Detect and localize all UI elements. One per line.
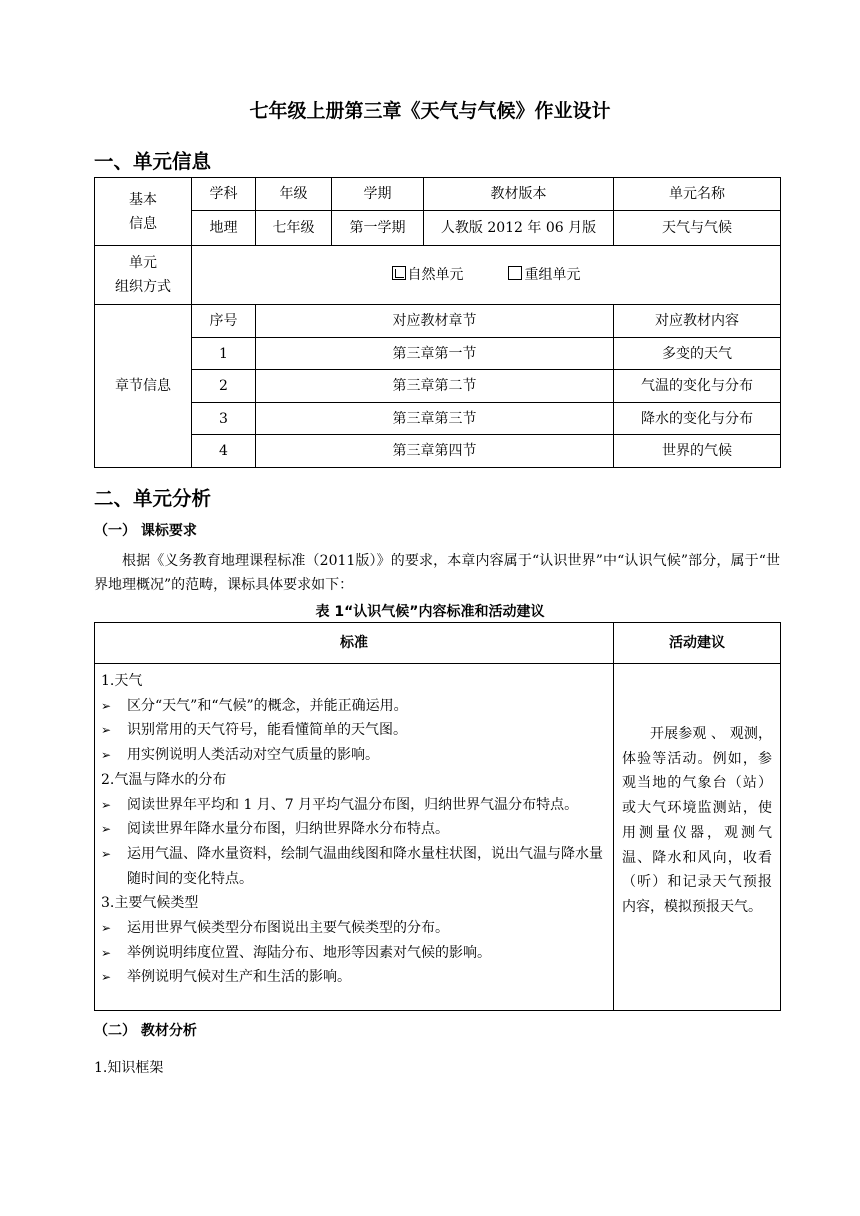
chapter-no: 1 <box>192 338 256 370</box>
unit-info-table <box>94 177 781 468</box>
chapter-no: 4 <box>192 435 256 468</box>
header-textbook: 教材版本 <box>424 178 614 211</box>
value-grade: 七年级 <box>256 211 332 246</box>
chapter-content: 世界的气候 <box>614 435 781 468</box>
arrow-bullet-icon: ➢ <box>101 921 112 936</box>
arrow-bullet-icon: ➢ <box>101 846 112 861</box>
chapter-no: 3 <box>192 403 256 435</box>
empty-box-icon <box>508 266 522 280</box>
value-textbook: 人教版 2012 年 06 月版 <box>424 211 614 246</box>
page-title: 七年级上册第三章《天气与气候》作业设计 <box>249 100 611 122</box>
chapter-content: 气温的变化与分布 <box>614 370 781 403</box>
value-unit-name: 天气与气候 <box>614 211 781 246</box>
header-unit-name: 单元名称 <box>614 178 781 211</box>
activity-text: 开展参观 、 观测，体验等活动。例如，参观当地的气象台（站）或大气环境监测站，使用测量仪器，观测气温、降水和风向，收看（听）和记录天气预报内容，模拟预报天气。 <box>622 726 772 915</box>
org-method-options <box>192 246 781 305</box>
list-item: ➢ 阅读世界年平均和 1 月、7 月平均气温分布图，归纳世界气温分布特点。 <box>101 793 605 818</box>
option-regroup-unit: 重组单元 <box>524 267 581 283</box>
chapter-header-no: 序号 <box>192 305 256 338</box>
header-activity: 活动建议 <box>614 623 781 664</box>
subheading-textbook-analysis: （二） 教材分析 <box>94 1023 197 1039</box>
knowledge-framework-item: 1.知识框架 <box>94 1060 164 1076</box>
section-heading-unit-info: 一、单元信息 <box>94 150 212 173</box>
value-subject: 地理 <box>192 211 256 246</box>
header-grade: 年级 <box>256 178 332 211</box>
section-heading-unit-analysis: 二、单元分析 <box>94 487 212 510</box>
activity-cell <box>614 664 781 1011</box>
list-item: ➢ 运用气温、降水量资料，绘制气温曲线图和降水量柱状图，说出气温与降水量随时间的变化特点。 <box>101 842 605 891</box>
basic-info-label: 基本 信息 <box>95 178 192 246</box>
group-title: 1.天气 <box>101 673 143 689</box>
chapter-info-label: 章节信息 <box>95 305 192 468</box>
list-item: ➢ 运用世界气候类型分布图说出主要气候类型的分布。 <box>101 916 605 941</box>
list-item: ➢ 举例说明气候对生产和生活的影响。 <box>101 965 605 990</box>
chapter-content: 降水的变化与分布 <box>614 403 781 435</box>
list-item: ➢ 阅读世界年降水量分布图，归纳世界降水分布特点。 <box>101 817 605 842</box>
arrow-bullet-icon: ➢ <box>101 797 112 812</box>
table-caption: 表 1“认识气候”内容标准和活动建议 <box>315 604 545 620</box>
chapter-section: 第三章第三节 <box>256 403 614 435</box>
chapter-section: 第三章第四节 <box>256 435 614 468</box>
table-row <box>95 403 781 435</box>
subheading-curriculum: （一） 课标要求 <box>94 523 197 539</box>
value-term: 第一学期 <box>332 211 424 246</box>
arrow-bullet-icon: ➢ <box>101 822 112 837</box>
list-item: ➢ 识别常用的天气符号，能看懂简单的天气图。 <box>101 718 605 743</box>
arrow-bullet-icon: ➢ <box>101 748 112 763</box>
option-natural-unit: 自然单元 <box>407 267 464 283</box>
group-title: 3.主要气候类型 <box>101 895 199 912</box>
header-subject: 学科 <box>192 178 256 211</box>
arrow-bullet-icon: ➢ <box>101 970 112 985</box>
chapter-section: 第三章第二节 <box>256 370 614 403</box>
chapter-section: 第三章第一节 <box>256 338 614 370</box>
intro-paragraph: 根据《义务教育地理课程标准（2011版）》的要求，本章内容属于“认识世界”中“认识气候”部分，属于“世界地理概况”的范畴，课标具体要求如下： <box>94 553 780 593</box>
checked-box-icon <box>392 266 406 280</box>
group-title: 2.气温与降水的分布 <box>101 771 227 788</box>
header-term: 学期 <box>332 178 424 211</box>
chapter-header-section: 对应教材章节 <box>256 305 614 338</box>
header-standard: 标准 <box>95 623 614 664</box>
org-method-label: 单元 组织方式 <box>95 246 192 305</box>
arrow-bullet-icon: ➢ <box>101 698 112 713</box>
table-row <box>95 338 781 370</box>
arrow-bullet-icon: ➢ <box>101 723 112 738</box>
table-row <box>95 370 781 403</box>
chapter-no: 2 <box>192 370 256 403</box>
standards-table <box>94 622 781 1011</box>
list-item: ➢ 用实例说明人类活动对空气质量的影响。 <box>101 743 605 768</box>
chapter-header-content: 对应教材内容 <box>614 305 781 338</box>
table-row <box>95 435 781 468</box>
chapter-content: 多变的天气 <box>614 338 781 370</box>
list-item: ➢ 区分“天气”和“气候”的概念，并能正确运用。 <box>101 694 605 719</box>
standards-cell <box>95 664 614 1011</box>
list-item: ➢ 举例说明纬度位置、海陆分布、地形等因素对气候的影响。 <box>101 941 605 966</box>
arrow-bullet-icon: ➢ <box>101 945 112 960</box>
